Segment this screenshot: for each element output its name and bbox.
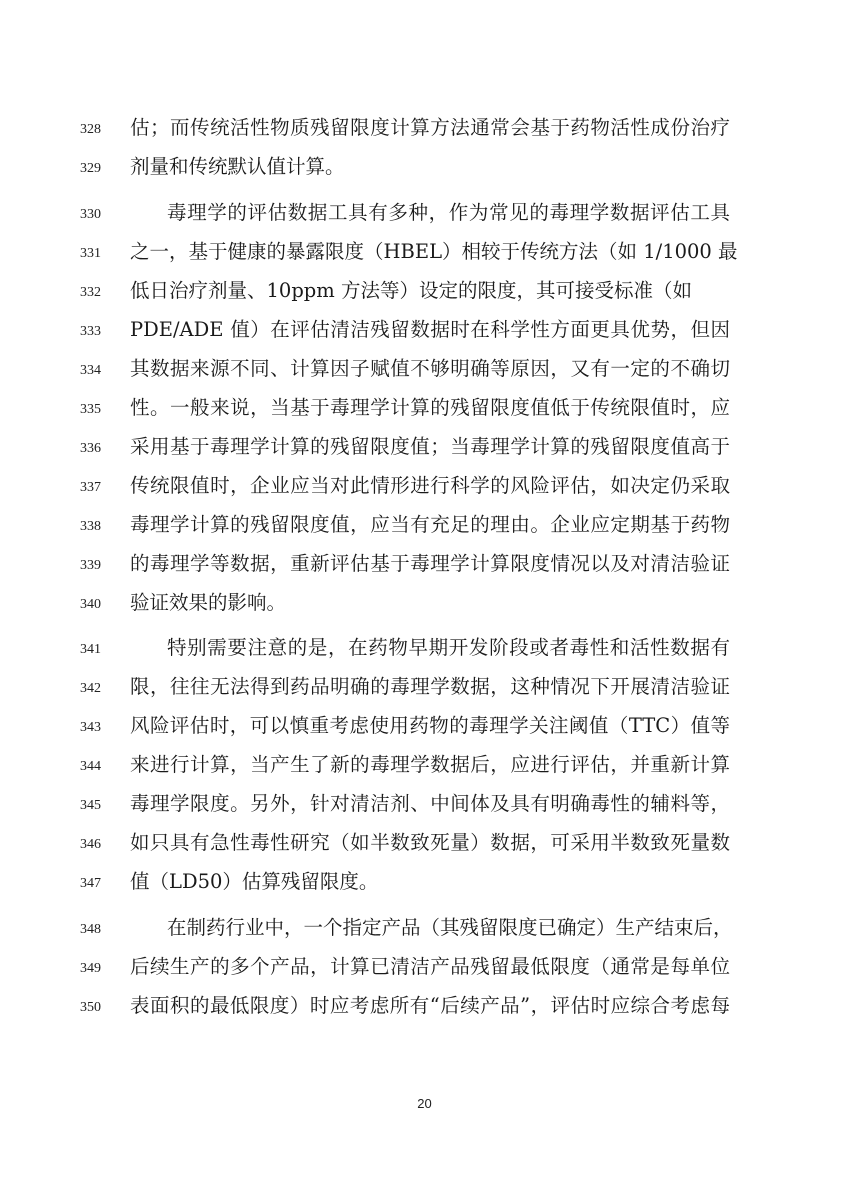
line-number: 328	[80, 122, 101, 137]
line-text: PDE/ADE 值）在评估清洁残留数据时在科学性方面更具优势，但因	[130, 318, 730, 341]
text-line	[0, 671, 849, 709]
line-number: 337	[80, 480, 101, 495]
line-text: 限，往往无法得到药品明确的毒理学数据，这种情况下开展清洁验证	[130, 675, 730, 698]
text-line	[0, 788, 849, 826]
text-line	[0, 275, 849, 313]
line-number: 329	[80, 161, 101, 176]
line-number: 330	[80, 207, 101, 222]
line-number: 332	[80, 285, 101, 300]
line-text: 如只具有急性毒性研究（如半数致死量）数据，可采用半数致死量数	[130, 831, 730, 854]
line-number: 342	[80, 681, 101, 696]
text-line	[0, 236, 849, 274]
line-number: 346	[80, 837, 101, 852]
text-line	[0, 353, 849, 391]
line-number: 333	[80, 324, 101, 339]
line-text: 风险评估时，可以慎重考虑使用药物的毒理学关注阈值（TTC）值等	[130, 714, 730, 737]
text-line	[0, 866, 849, 904]
text-line	[0, 827, 849, 865]
line-number: 344	[80, 759, 101, 774]
text-line	[0, 990, 849, 1028]
line-text: 低日治疗剂量、10ppm 方法等）设定的限度，其可接受标准（如	[130, 279, 692, 302]
line-text: 性。一般来说，当基于毒理学计算的残留限度值低于传统限值时，应	[130, 396, 730, 419]
text-line	[0, 112, 849, 150]
line-number: 336	[80, 441, 101, 456]
text-line	[0, 951, 849, 989]
text-line	[0, 151, 849, 189]
line-text: 毒理学限度。另外，针对清洁剂、中间体及具有明确毒性的辅料等，	[130, 792, 730, 815]
line-number: 341	[80, 642, 101, 657]
line-number: 338	[80, 519, 101, 534]
line-text: 剂量和传统默认值计算。	[130, 155, 345, 178]
text-line	[0, 632, 849, 670]
line-text: 采用基于毒理学计算的残留限度值；当毒理学计算的残留限度值高于	[130, 435, 730, 458]
line-text: 毒理学的评估数据工具有多种，作为常见的毒理学数据评估工具	[167, 201, 730, 224]
line-number: 331	[80, 246, 101, 261]
text-line	[0, 314, 849, 352]
line-number: 349	[80, 961, 101, 976]
line-text: 表面积的最低限度）时应考虑所有“后续产品”，评估时应综合考虑每	[130, 994, 730, 1017]
line-text: 特别需要注意的是，在药物早期开发阶段或者毒性和活性数据有	[167, 636, 730, 659]
page-number: 20	[417, 1096, 432, 1111]
line-text: 毒理学计算的残留限度值，应当有充足的理由。企业应定期基于药物	[130, 513, 730, 536]
line-number: 339	[80, 558, 101, 573]
text-line	[0, 912, 849, 950]
text-line	[0, 710, 849, 748]
text-line	[0, 197, 849, 235]
text-line	[0, 548, 849, 586]
text-line	[0, 431, 849, 469]
line-number: 347	[80, 876, 101, 891]
line-text: 后续生产的多个产品，计算已清洁产品残留最低限度（通常是每单位	[130, 955, 730, 978]
text-line	[0, 509, 849, 547]
line-text: 验证效果的影响。	[130, 591, 287, 614]
line-number: 340	[80, 597, 101, 612]
text-line	[0, 470, 849, 508]
line-text: 的毒理学等数据，重新评估基于毒理学计算限度情况以及对清洁验证	[130, 552, 730, 575]
line-number: 350	[80, 1000, 101, 1015]
text-line	[0, 749, 849, 787]
line-text: 传统限值时，企业应当对此情形进行科学的风险评估，如决定仍采取	[130, 474, 730, 497]
line-text: 估；而传统活性物质残留限度计算方法通常会基于药物活性成份治疗	[130, 116, 730, 139]
line-text: 在制药行业中，一个指定产品（其残留限度已确定）生产结束后，	[167, 916, 733, 939]
line-number: 345	[80, 798, 101, 813]
line-text: 其数据来源不同、计算因子赋值不够明确等原因，又有一定的不确切	[130, 357, 730, 380]
line-number: 334	[80, 363, 101, 378]
text-line	[0, 587, 849, 625]
text-line	[0, 392, 849, 430]
line-text: 之一，基于健康的暴露限度（HBEL）相较于传统方法（如 1/1000 最	[130, 240, 738, 263]
line-number: 343	[80, 720, 101, 735]
line-text: 值（LD50）估算残留限度。	[130, 870, 379, 893]
line-text: 来进行计算，当产生了新的毒理学数据后，应进行评估，并重新计算	[130, 753, 730, 776]
line-number: 335	[80, 402, 101, 417]
line-number: 348	[80, 922, 101, 937]
